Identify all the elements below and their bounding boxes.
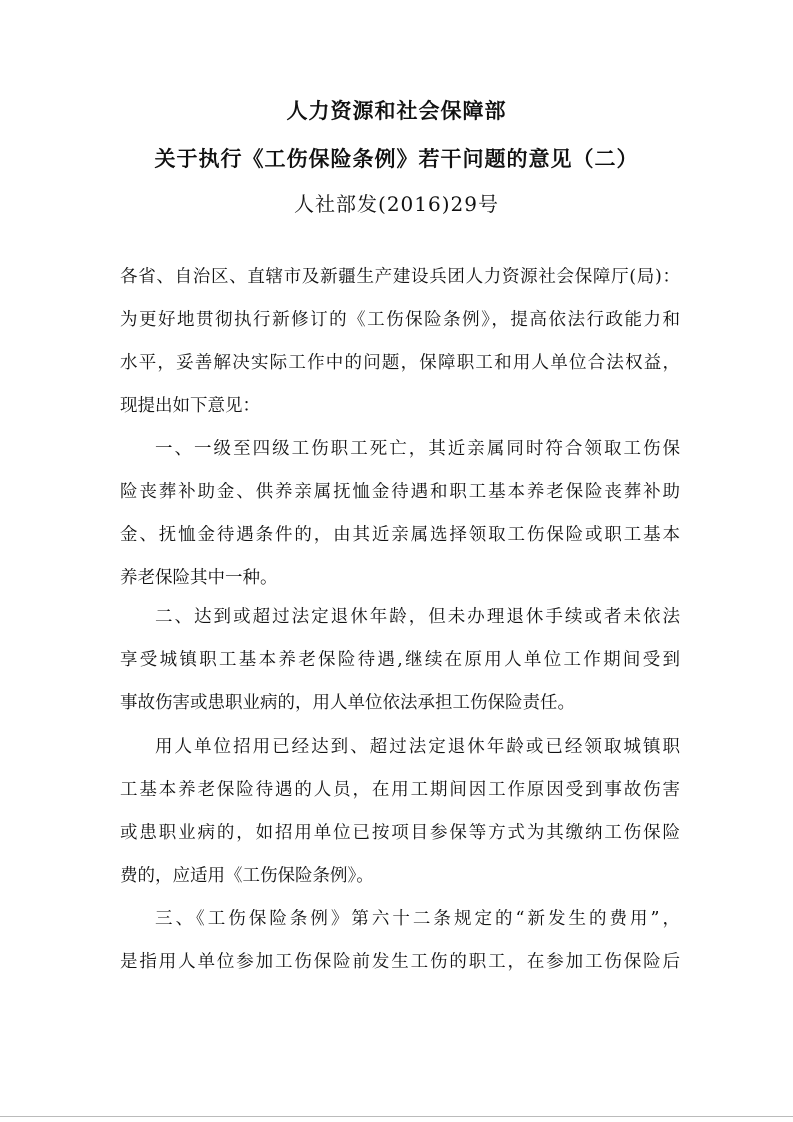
section-3-line: 三、《工伤保险条例》第六十二条规定的“新发生的费用”，: [155, 909, 680, 929]
section-3-line: 是指用人单位参加工伤保险前发生工伤的职工，在参加工伤保险后: [120, 952, 680, 972]
section-2b-line: 用人单位招用已经达到、超过法定退休年龄或已经领取城镇职: [155, 737, 680, 757]
body-line: 水平，妥善解决实际工作中的问题，保障职工和用人单位合法权益，: [120, 353, 680, 373]
document-number: 人社部发(2016)29号: [294, 192, 499, 216]
salutation-line: 各省、自治区、直辖市及新疆生产建设兵团人力资源社会保障厅(局)：: [120, 267, 680, 287]
section-2-line: 事故伤害或患职业病的，用人单位依法承担工伤保险责任。: [120, 693, 575, 713]
section-1-line: 金、抚恤金待遇条件的，由其近亲属选择领取工伤保险或职工基本: [120, 525, 680, 545]
issuer-title: 人力资源和社会保障部: [286, 98, 507, 123]
section-1-line: 险丧葬补助金、供养亲属抚恤金待遇和职工基本养老保险丧葬补助: [120, 482, 680, 502]
section-2b-line: 工基本养老保险待遇的人员，在用工期间因工作原因受到事故伤害: [120, 780, 680, 800]
section-2b-line: 或患职业病的，如招用单位已按项目参保等方式为其缴纳工伤保险: [120, 823, 680, 843]
section-2-line: 二、达到或超过法定退休年龄，但未办理退休手续或者未依法: [155, 607, 680, 627]
section-1-line: 养老保险其中一种。: [120, 568, 278, 588]
page-edge: [0, 1116, 793, 1117]
section-2b-line: 费的，应适用《工伤保险条例》。: [120, 866, 374, 886]
section-2-line: 享受城镇职工基本养老保险待遇,继续在原用人单位工作期间受到: [120, 650, 680, 670]
body-line: 为更好地贯彻执行新修订的《工伤保险条例》，提高依法行政能力和: [120, 310, 680, 330]
section-1-line: 一、一级至四级工伤职工死亡，其近亲属同时符合领取工伤保: [155, 439, 680, 459]
body-line: 现提出如下意见：: [120, 396, 260, 416]
document-title: 关于执行《工伤保险条例》若干问题的意见（二）: [154, 146, 639, 171]
